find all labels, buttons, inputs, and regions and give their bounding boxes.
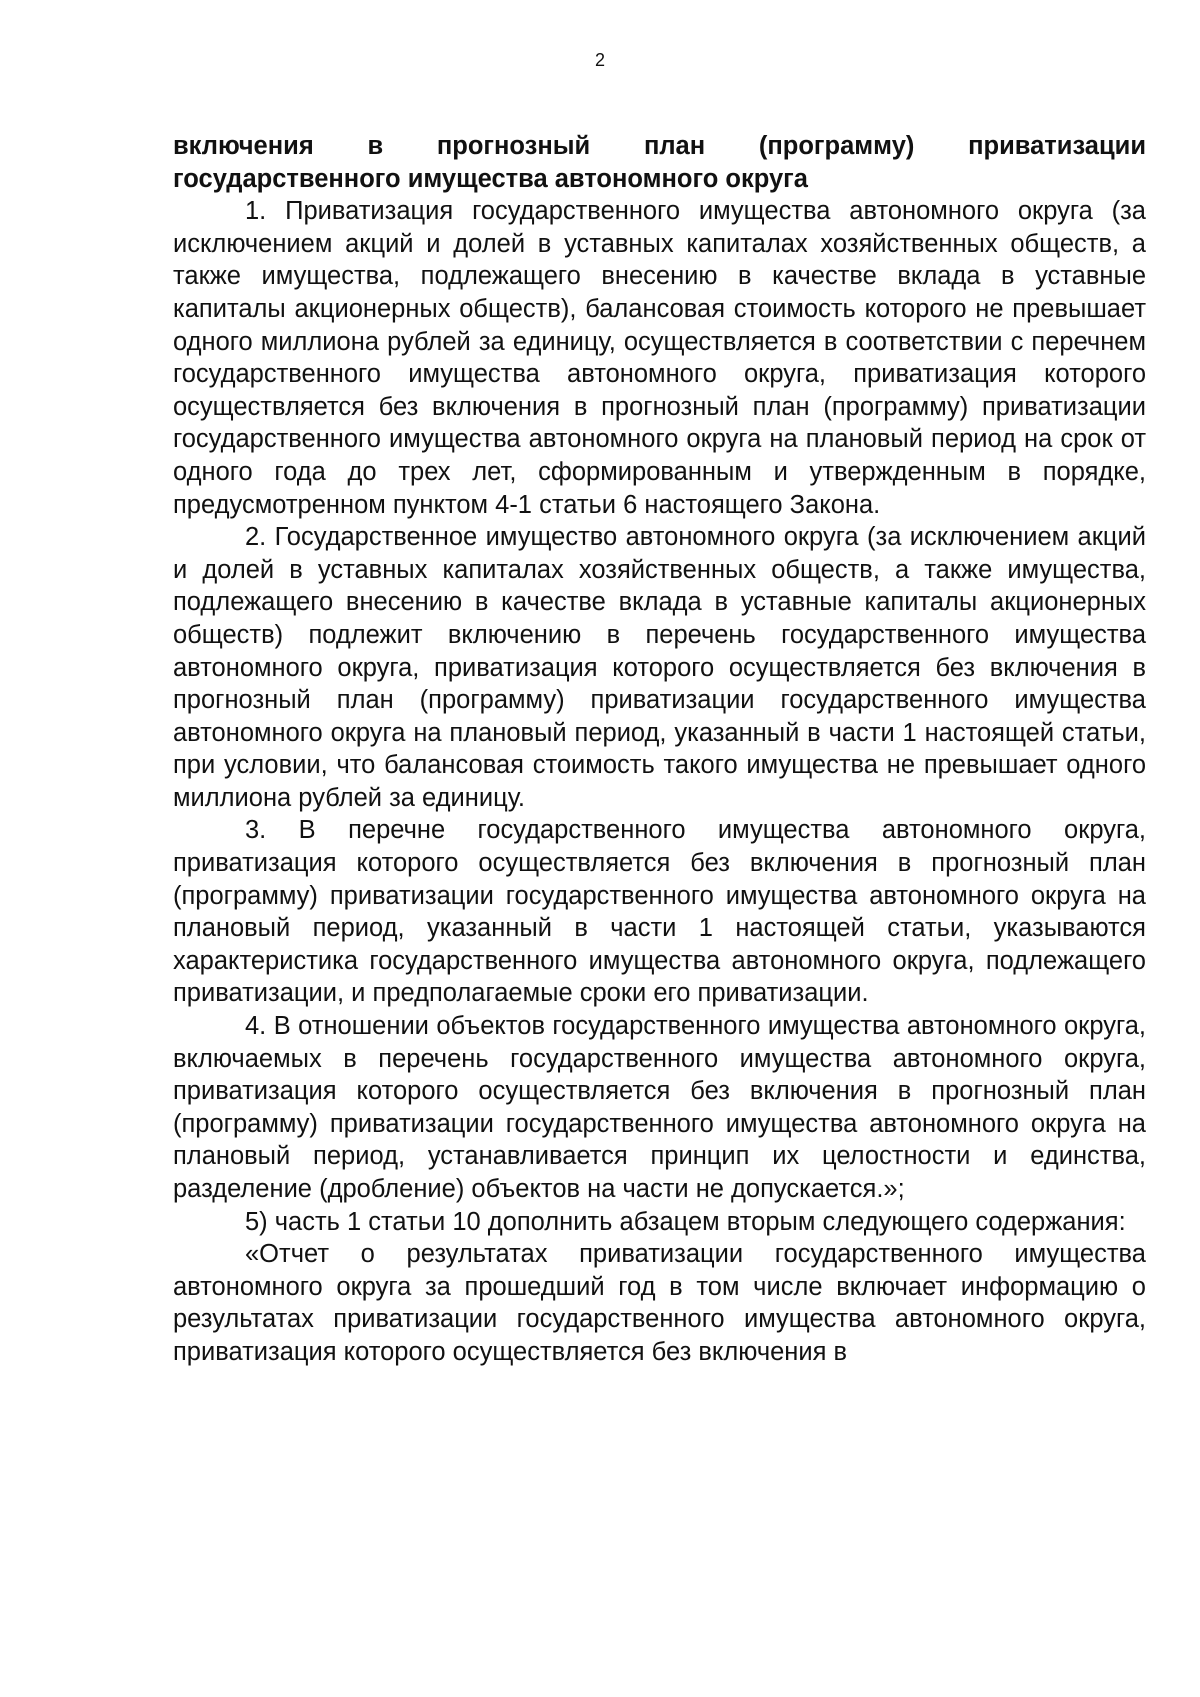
amendment-item-5: 5) часть 1 статьи 10 дополнить абзацем вторым следующего содержания: [245,1207,1126,1236]
paragraph-4: 4. В отношении объектов государственного имущества автономного округа, включаемых в перечень государственного имущества автономного округа, приватизация которого осуществляется без включения в прогнозный план (программу) приватизации государственного имущества автономного округа на плановый период, устанавливается принцип их целостности и единства, разделение (дробление) объектов на части не допускается.»; [173,1012,1146,1203]
document-body [173,130,1146,1369]
article-heading-continuation: включения в прогнозный план (программу) приватизации государственного имущества автономного округа [173,132,1146,193]
page-number: 2 [594,50,605,70]
paragraph-2: 2. Государственное имущество автономного округа (за исключением акций и долей в уставных капиталах хозяйственных обществ, а также имущества, подлежащего внесению в качестве вклада в уставные капиталы акционерных обществ) подлежит включению в перечень государственного имущества автономного округа, приватизация которого осуществляется без включения в прогнозный план (программу) приватизации государственного имущества автономного округа на плановый период, указанный в части 1 настоящей статьи, при условии, что балансовая стоимость такого имущества не превышает одного миллиона рублей за единицу. [173,523,1146,812]
amendment-quote: «Отчет о результатах приватизации государственного имущества автономного округа за прошедший год в том числе включает информацию о результатах приватизации государственного имущества автономного округа, приватизация которого осуществляется без включения в [173,1240,1146,1366]
paragraph-1: 1. Приватизация государственного имущества автономного округа (за исключением акций и долей в уставных капиталах хозяйственных обществ, а также имущества, подлежащего внесению в качестве вклада в уставные капиталы акционерных обществ), балансовая стоимость которого не превышает одного миллиона рублей за единицу, осуществляется в соответствии с перечнем государственного имущества автономного округа, приватизация которого осуществляется без включения в прогнозный план (программу) приватизации государственного имущества автономного округа на плановый период на срок от одного года до трех лет, сформированным и утвержденным в порядке, предусмотренном пунктом 4-1 статьи 6 настоящего Закона. [173,197,1146,519]
paragraph-3: 3. В перечне государственного имущества автономного округа, приватизация которого осуществляется без включения в прогнозный план (программу) приватизации государственного имущества автономного округа на плановый период, указанный в части 1 настоящей статьи, указываются характеристика государственного имущества автономного округа, подлежащего приватизации, и предполагаемые сроки его приватизации. [173,816,1146,1008]
